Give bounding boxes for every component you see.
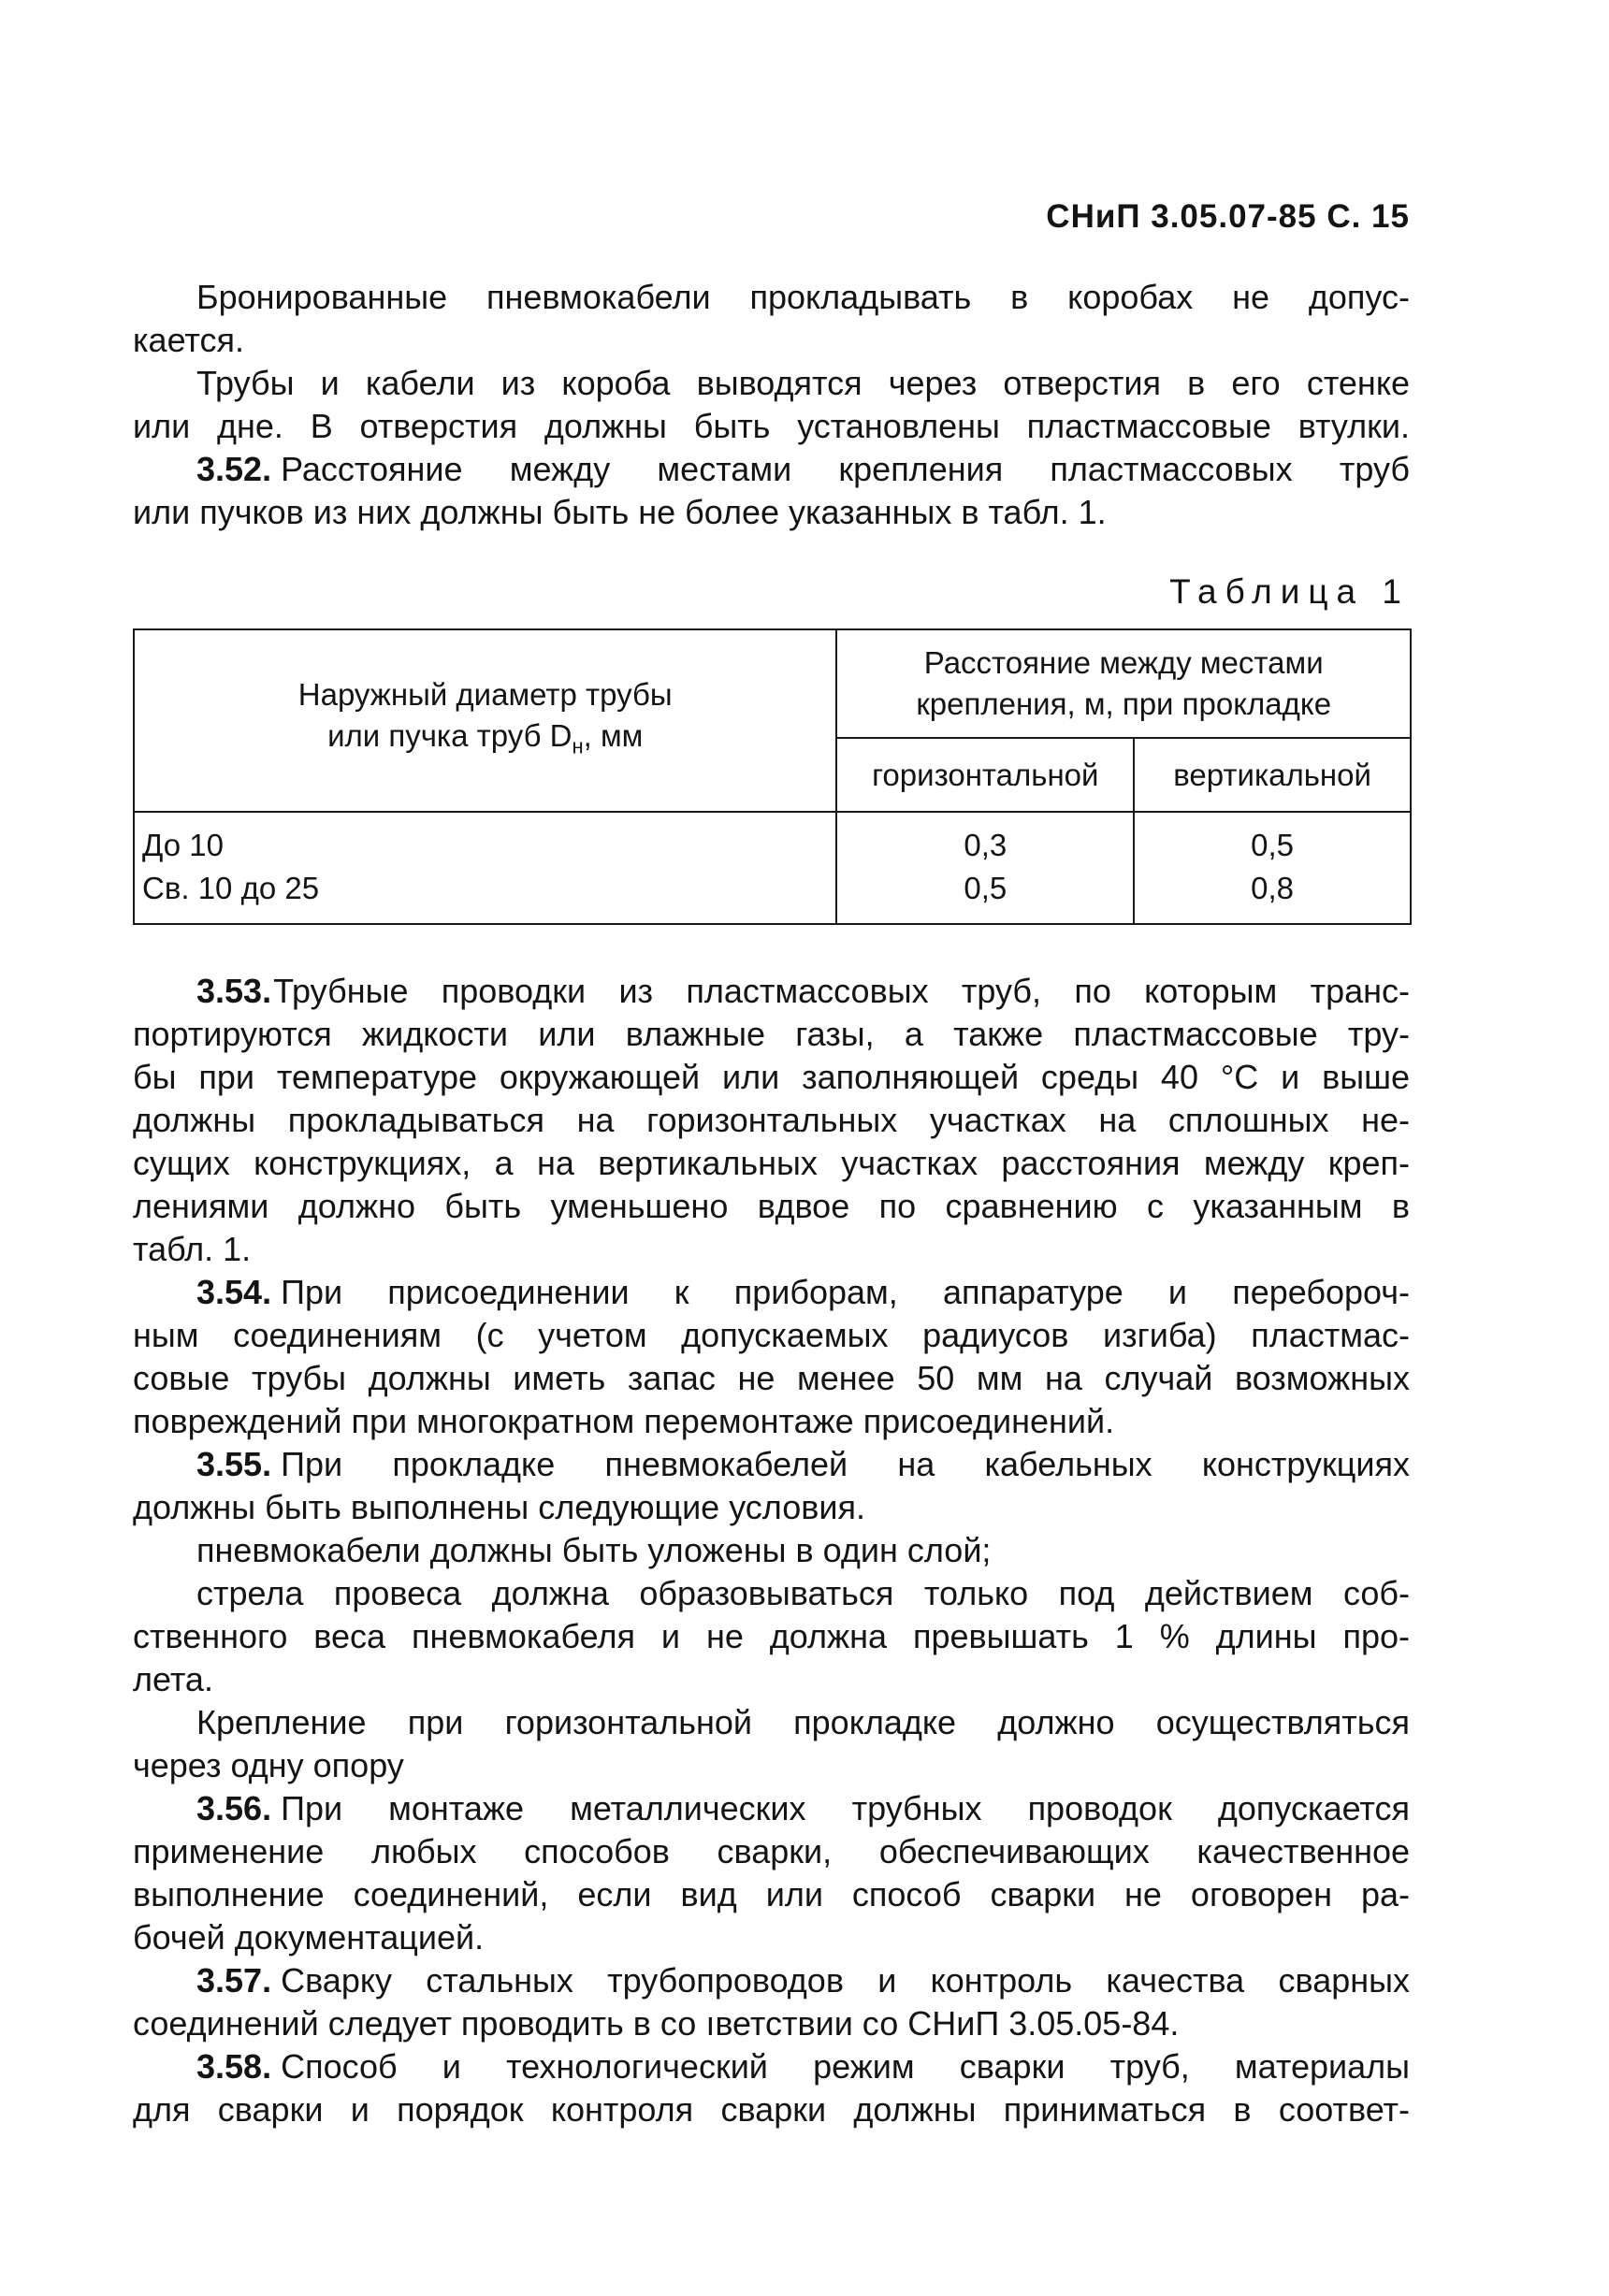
text-line: бочей документацией.	[133, 1918, 485, 1957]
text-line: сущих конструкциях, а на вертикальных участках расстояния между креп-	[133, 1144, 1410, 1182]
paragraph-3-57-line	[133, 1959, 1410, 2002]
diameter-cell	[134, 812, 836, 924]
text-line: лета.	[133, 1660, 213, 1698]
text-line: или пучков из них должны быть не более указанных в табл. 1.	[133, 493, 1107, 531]
text-line: должны прокладываться на горизонтальных участках на сплошных не-	[133, 1101, 1410, 1139]
table-title: Таблица 1	[1169, 572, 1410, 611]
group-header-distance	[836, 629, 1411, 738]
subscript-n: н	[572, 734, 584, 758]
text-line: применение любых способов сварки, обеспечивающих качественное	[133, 1832, 1410, 1870]
clause-number: 3.57.	[196, 1961, 272, 2000]
text-line: При монтаже металлических трубных проводок допускается	[281, 1789, 1410, 1827]
clause-number: 3.52.	[196, 450, 272, 488]
table-body	[134, 812, 1411, 924]
text-line: Бронированные пневмокабели прокладывать в коробах не допус-	[196, 278, 1410, 316]
intro-block	[133, 276, 1410, 534]
text-line: Способ и технологический режим сварки труб, материалы	[281, 2047, 1410, 2086]
paragraph-3-56-line	[133, 1787, 1410, 1830]
page-header: СНиП 3.05.07-85 С. 15	[1046, 198, 1410, 235]
paragraph-3-54-line	[133, 1271, 1410, 1314]
table-cell: 0,8	[1251, 871, 1295, 905]
text-line: повреждений при многократном перемонтаже присоединений.	[133, 1402, 1115, 1440]
text-line: для сварки и порядок контроля сварки должны приниматься в соответ-	[133, 2090, 1410, 2129]
header-line: крепления, м, при прокладке	[916, 686, 1332, 721]
text-line: стрела провеса должна образовываться только под действием соб-	[196, 1574, 1410, 1612]
clause-number: 3.55.	[196, 1445, 272, 1483]
distance-table	[133, 628, 1412, 925]
text-line: должны быть выполнены следующие условия.	[133, 1488, 865, 1526]
paragraph-3-52-line	[133, 448, 1410, 491]
text-line: ным соединениям (с учетом допускаемых радиусов изгиба) пластмас-	[133, 1316, 1410, 1354]
clause-number: 3.54.	[196, 1273, 272, 1311]
table-cell: Св. 10 до 25	[142, 871, 320, 905]
header-line: , мм	[583, 717, 644, 753]
text-line: пневмокабели должны быть уложены в один слой;	[196, 1531, 992, 1569]
horizontal-cell	[836, 812, 1134, 924]
header-line: Наружный диаметр трубы	[297, 676, 673, 712]
vertical-cell	[1134, 812, 1411, 924]
text-line: бы при температуре окружающей или заполняющей среды 40 °С и выше	[133, 1058, 1410, 1096]
paragraph-3-55-line	[133, 1443, 1410, 1486]
text-line: портируются жидкости или влажные газы, а также пластмассовые тру-	[133, 1015, 1410, 1053]
col-header-horizontal: горизонтальной	[836, 738, 1134, 812]
col-header-vertical: вертикальной	[1134, 738, 1411, 812]
text-line: При присоединении к приборам, аппаратуре и перебороч-	[281, 1273, 1410, 1311]
text-line: Крепление при горизонтальной прокладке должно осуществляться	[196, 1703, 1410, 1741]
table-cell: 0,5	[1251, 828, 1295, 862]
table-cell: 0,5	[964, 871, 1007, 905]
header-line: или пучка труб D	[327, 717, 573, 753]
text-line: кается.	[133, 321, 244, 359]
sections-block	[133, 970, 1410, 2131]
text-line: выполнение соединений, если вид или способ сварки не оговорен ра-	[133, 1875, 1410, 1913]
text-line: Сварку стальных трубопроводов и контроль качества сварных	[281, 1961, 1410, 2000]
text-line: или дне. В отверстия должны быть установлены пластмассовые втулки.	[133, 407, 1410, 445]
paragraph-3-58-line	[133, 2045, 1410, 2088]
col-header-diameter	[134, 629, 836, 812]
header-line: Расстояние между местами	[923, 645, 1324, 680]
text-line: лениями должно быть уменьшено вдвое по сравнению с указанным в	[133, 1187, 1410, 1225]
clause-number: 3.56.	[196, 1789, 272, 1827]
text-line: соединений следует проводить в со ıветствии со СНиП 3.05.05-84.	[133, 2004, 1180, 2043]
clause-number: 3.53.	[196, 972, 272, 1010]
paragraph-3-53-line	[133, 970, 1410, 1013]
text-line: табл. 1.	[133, 1230, 252, 1268]
text-line: Трубные проводки из пластмассовых труб, по которым транс-	[273, 972, 1410, 1010]
text-line: Трубы и кабели из короба выводятся через отверстия в его стенке	[196, 364, 1410, 402]
text-line: совые трубы должны иметь запас не менее 50 мм на случай возможных	[133, 1359, 1410, 1397]
table-cell: До 10	[142, 828, 224, 862]
text-line: При прокладке пневмокабелей на кабельных конструкциях	[281, 1445, 1410, 1483]
text-line: Расстояние между местами крепления пластмассовых труб	[281, 450, 1410, 488]
clause-number: 3.58.	[196, 2047, 272, 2086]
table-cell: 0,3	[964, 828, 1007, 862]
text-line: ственного веса пневмокабеля и не должна превышать 1 % длины про-	[133, 1617, 1410, 1655]
text-line: через одну опору	[133, 1746, 404, 1784]
